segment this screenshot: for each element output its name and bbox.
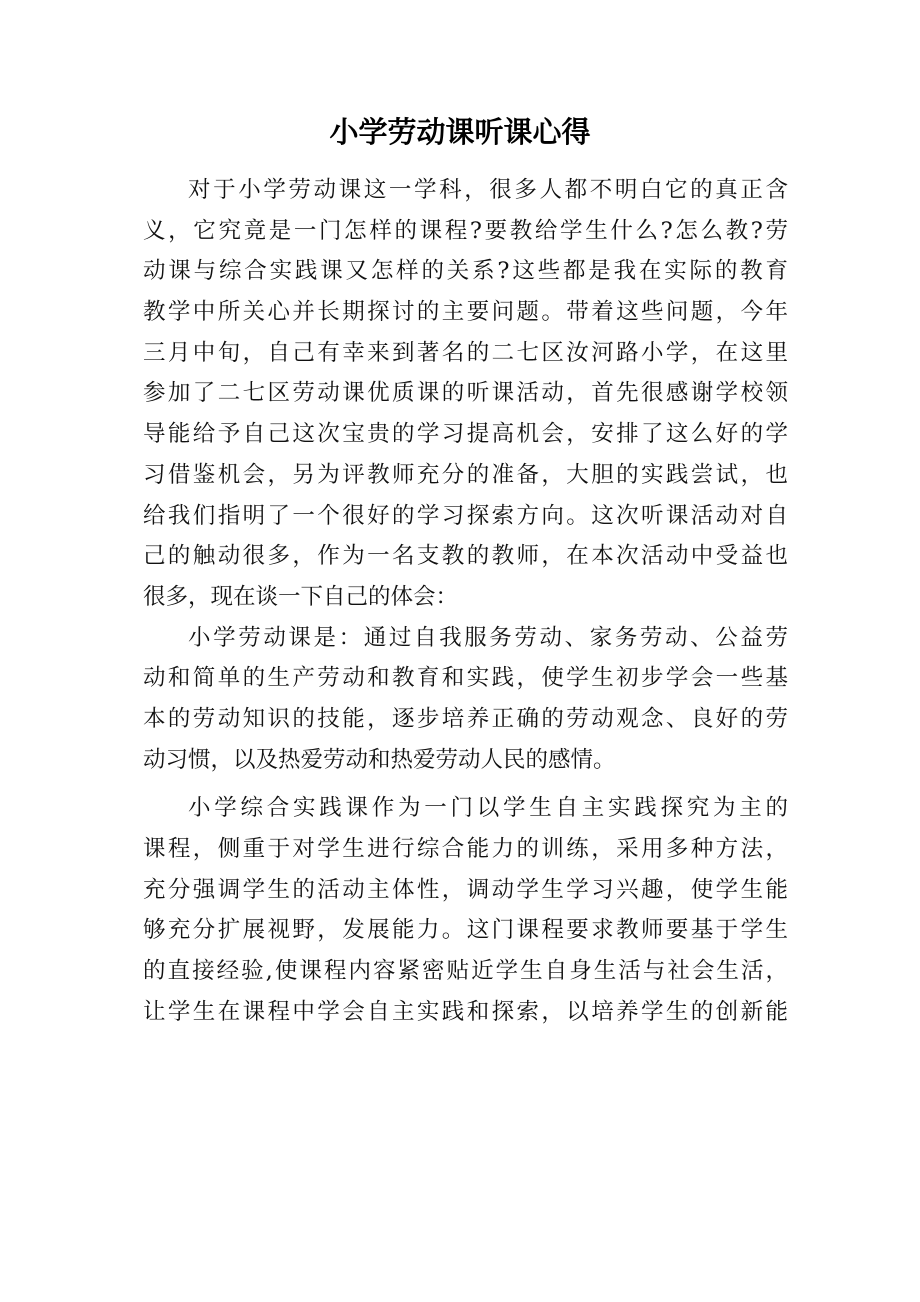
text-line: 教学中所关心并长期探讨的主要问题。带着这些问题，今年 xyxy=(143,299,788,326)
text-line: 导能给予自己这次宝贵的学习提高机会，安排了这么好的学 xyxy=(143,421,788,448)
text-line: 动习惯，以及热爱劳动和热爱劳动人民的感情。 xyxy=(143,746,616,773)
text-line: 给我们指明了一个很好的学习探索方向。这次听课活动对自 xyxy=(143,502,788,529)
paragraph-2 xyxy=(143,618,788,781)
document-title: 小学劳动课听课心得 xyxy=(329,115,591,149)
document-body xyxy=(143,170,788,1032)
paragraph-spacer xyxy=(143,780,788,788)
text-line: 习借鉴机会，另为评教师充分的准备，大胆的实践尝试，也 xyxy=(143,461,788,488)
text-line: 三月中旬，自己有幸来到著名的二七区汝河路小学，在这里 xyxy=(143,339,788,366)
paragraph-1 xyxy=(143,170,788,618)
text-line: 本的劳动知识的技能，逐步培养正确的劳动观念、良好的劳 xyxy=(143,705,788,732)
text-line: 动和简单的生产劳动和教育和实践，使学生初步学会一些基 xyxy=(143,665,788,692)
text-line: 让学生在课程中学会自主实践和探索，以培养学生的创新能 xyxy=(143,998,788,1025)
text-line: 够充分扩展视野，发展能力。这门课程要求教师要基于学生 xyxy=(143,917,788,944)
text-line: 对于小学劳动课这一学科，很多人都不明白它的真正含 xyxy=(188,177,788,203)
text-line: 很多，现在谈一下自己的体会： xyxy=(143,583,459,610)
text-line: 己的触动很多，作为一名支教的教师，在本次活动中受益也 xyxy=(143,543,788,570)
text-line: 参加了二七区劳动课优质课的听课活动，首先很感谢学校领 xyxy=(143,380,788,407)
text-line: 动课与综合实践课又怎样的关系?这些都是我在实际的教育 xyxy=(143,258,788,285)
text-line: 小学综合实践课作为一门以学生自主实践探究为主的 xyxy=(188,795,788,822)
text-line: 充分强调学生的活动主体性，调动学生学习兴趣，使学生能 xyxy=(143,876,788,903)
paragraph-3 xyxy=(143,788,788,1032)
text-line: 课程，侧重于对学生进行综合能力的训练，采用多种方法， xyxy=(143,836,788,862)
text-line: 义，它究竟是一门怎样的课程?要教给学生什么?怎么教?劳 xyxy=(143,217,788,244)
text-line: 小学劳动课是：通过自我服务劳动、家务劳动、公益劳 xyxy=(188,624,788,651)
text-line: 的直接经验,使课程内容紧密贴近学生自身生活与社会生活， xyxy=(143,958,788,985)
